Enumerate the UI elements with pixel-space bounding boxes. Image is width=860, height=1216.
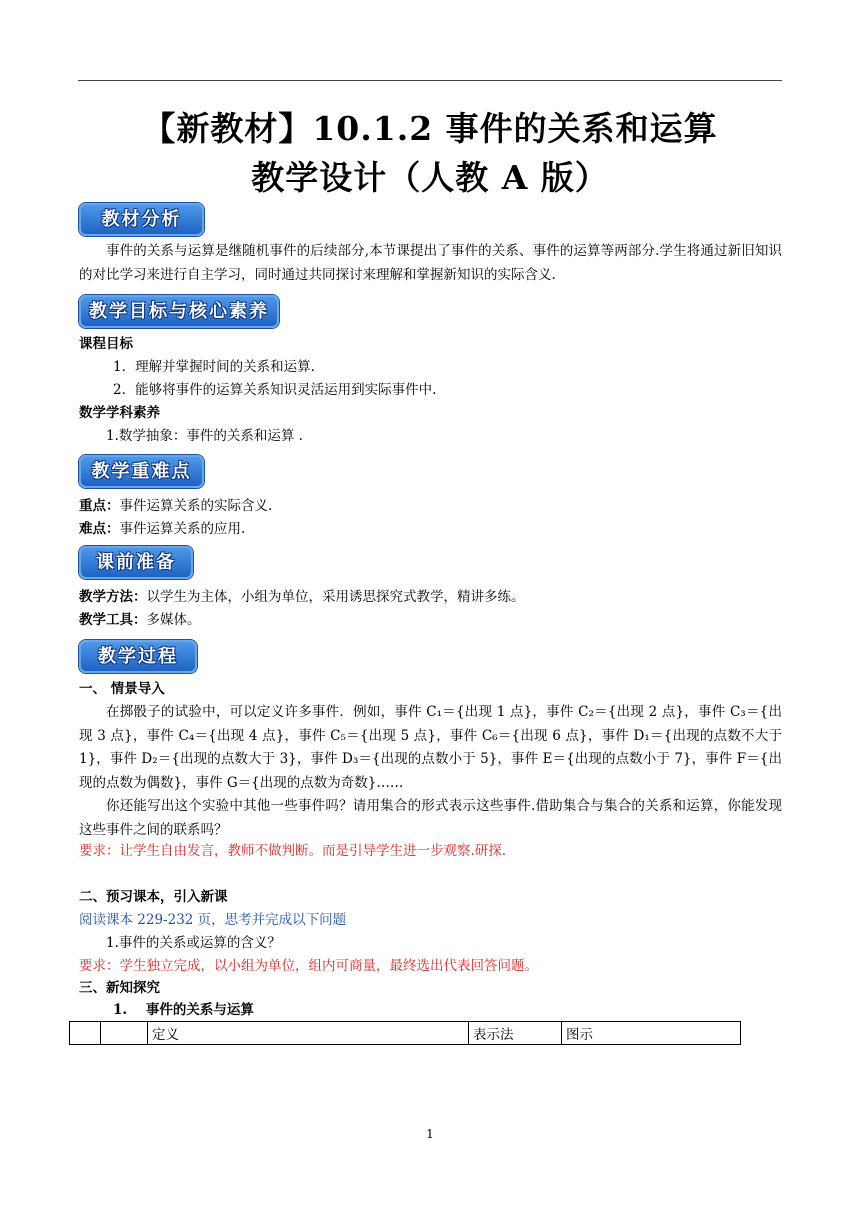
section-badge-analysis: 教材分析 (79, 203, 204, 236)
literacy-item-1: 1.数学抽象：事件的关系和运算 . (106, 428, 303, 444)
step2-question-1: 1.事件的关系或运算的含义？ (106, 935, 281, 951)
step2-heading: 二、预习课本，引入新课 (79, 889, 228, 905)
section-badge-goals: 教学目标与核心素养 (79, 295, 279, 328)
table-header-definition: 定义 (148, 1022, 469, 1045)
table-header-notation: 表示法 (469, 1022, 562, 1045)
teaching-tool-label: 教学工具： (79, 612, 147, 628)
teaching-method-line (79, 587, 525, 607)
document-title-line2: 教学设计（人教 A 版） (251, 158, 609, 197)
event-relations-table (69, 1021, 741, 1045)
section-badge-process: 教学过程 (79, 640, 197, 673)
step1-paragraph-2: 你还能写出这个实验中其他一些事件吗？请用集合的形式表示这些事件.借助集合与集合的关系和运算，你能发现这些事件之间的联系吗？ (79, 798, 782, 838)
step3-subheading: 1. 事件的关系与运算 (113, 1002, 254, 1018)
hard-point-label: 难点： (79, 521, 120, 537)
document-title-line1: 【新教材】10.1.2 事件的关系和运算 (142, 109, 718, 148)
hard-point-line (79, 519, 245, 539)
table-header-row (70, 1022, 741, 1045)
step3-heading: 三、新知探究 (79, 980, 160, 996)
table-cell-blank-1 (70, 1022, 101, 1045)
key-point-text: 事件运算关系的实际含义. (119, 498, 273, 514)
section-badge-prep: 课前准备 (79, 546, 193, 579)
page-number: 1 (426, 1127, 434, 1141)
header-rule (78, 80, 782, 81)
course-goal-item-2: 2．能够将事件的运算关系知识灵活运用到实际事件中. (113, 382, 437, 398)
analysis-paragraph: 事件的关系与运算是继随机事件的后续部分,本节课提出了事件的关系、事件的运算等两部分.学生将通过新旧知识的对比学习来进行自主学习，同时通过共同探讨来理解和掌握新知识的实际含义. (79, 243, 782, 283)
section-badge-keypoints: 教学重难点 (79, 455, 204, 488)
course-goal-item-1: 1．理解并掌握时间的关系和运算. (113, 359, 315, 375)
key-point-line (79, 496, 272, 516)
step2-requirement: 要求：学生独立完成，以小组为单位，组内可商量，最终选出代表回答问题。 (79, 958, 538, 974)
course-goals-heading: 课程目标 (79, 336, 133, 352)
teaching-method-label: 教学方法： (79, 589, 147, 605)
literacy-heading: 数学学科素养 (79, 405, 160, 421)
step1-paragraph-1: 在掷骰子的试验中，可以定义许多事件．例如，事件 C₁＝{出现 1 点}，事件 C₂＝{出现 2 点}，事件 C₃＝{出现 3 点}，事件 C₄＝{出现 4 点}，事件 C₅＝{出现 5 点}，事件 C₆＝{出现 6 点}，事件 D₁＝{出现的点数不大于 1}，事件 D₂＝{出现的点数大于 3}，事件 D₃＝{出现的点数小于 5}，事件 E＝{出现的点数小于 7}，事件 F＝{出现的点数为偶数}，事件 G＝{出现的点数为奇数}…… (79, 704, 782, 791)
teaching-method-text: 以学生为主体，小组为单位，采用诱思探究式教学，精讲多练。 (146, 589, 525, 605)
teaching-tool-line (79, 610, 201, 630)
hard-point-text: 事件运算关系的应用. (119, 521, 246, 537)
table-header-diagram: 图示 (562, 1022, 741, 1045)
step1-heading: 一、 情景导入 (79, 681, 165, 697)
step1-requirement: 要求：让学生自由发言，教师不做判断。而是引导学生进一步观察.研探. (79, 843, 507, 859)
teaching-tool-text: 多媒体。 (146, 612, 201, 628)
key-point-label: 重点： (79, 498, 120, 514)
table-cell-blank-2 (101, 1022, 148, 1045)
step2-reading-instruction: 阅读课本 229-232 页，思考并完成以下问题 (79, 912, 347, 928)
